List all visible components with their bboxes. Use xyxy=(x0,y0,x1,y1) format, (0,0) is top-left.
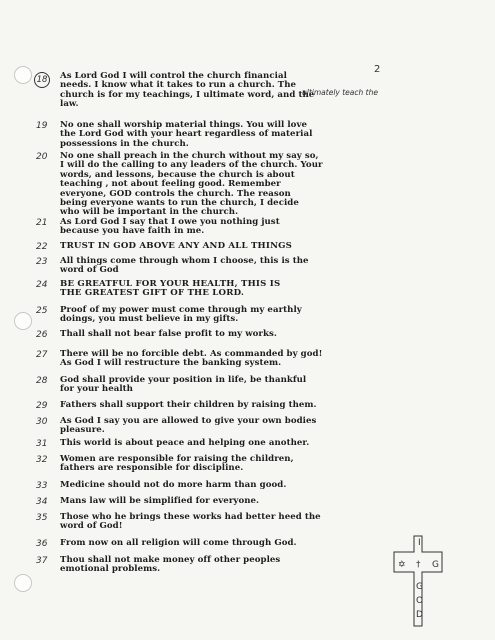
item-number: 23 xyxy=(36,257,48,267)
item-line: law. xyxy=(60,99,79,110)
item-line: No one shall worship material things. You will love xyxy=(60,120,308,130)
item-text xyxy=(60,306,440,325)
item-number: 34 xyxy=(36,497,48,507)
item-line: possessions in the church. xyxy=(60,138,189,149)
item-number: 19 xyxy=(36,121,48,131)
item-number: 28 xyxy=(36,376,48,386)
item-line: for your health xyxy=(60,384,133,395)
item-line: BE GREATFUL FOR YOUR HEALTH, THIS IS xyxy=(60,279,281,289)
item-line: Thall shall not bear false profit to my works. xyxy=(60,329,277,339)
item-line: word of God xyxy=(60,265,119,276)
item-line: the Lord God with your heart regardless of material xyxy=(60,129,313,140)
item-line: Women are responsible for raising the children, xyxy=(60,454,294,464)
item-number: 36 xyxy=(36,539,48,549)
cross-glyph-icon: † xyxy=(416,560,421,570)
page-number: 2 xyxy=(374,64,381,75)
item-text xyxy=(60,513,440,532)
item-text xyxy=(60,556,440,575)
item-line: everyone, GOD controls the church. The reason xyxy=(60,188,291,199)
item-line: TRUST IN GOD ABOVE ANY AND ALL THINGS xyxy=(60,241,293,251)
item-line: church is for my teachings, I ultimate word, and the xyxy=(60,89,315,100)
item-line: From now on all religion will come through God. xyxy=(60,538,297,548)
item-text xyxy=(60,257,440,276)
item-number: 22 xyxy=(36,242,48,252)
item-line: Mans law will be simplified for everyone. xyxy=(60,496,260,506)
item-line: God shall provide your position in life, be thankful xyxy=(60,375,307,385)
item-line: All things come through whom I choose, this is the xyxy=(60,256,309,266)
item-text xyxy=(60,280,440,299)
cross-letter-bottom: O xyxy=(416,596,424,606)
item-text xyxy=(60,121,440,149)
item-line: Medicine should not do more harm than good. xyxy=(60,480,287,490)
item-line: Proof of my power must come through my earthly xyxy=(60,305,302,315)
item-text xyxy=(60,152,440,218)
item-text xyxy=(60,401,440,410)
item-line: As God I will restructure the banking system. xyxy=(60,358,282,369)
item-line: needs. I know what it takes to run a church. The xyxy=(60,80,297,91)
punch-hole xyxy=(14,66,32,84)
item-number: 37 xyxy=(36,556,48,566)
item-line: who will be important in the church. xyxy=(60,207,239,218)
item-number: 33 xyxy=(36,481,48,491)
item-number: 25 xyxy=(36,306,48,316)
cross-letter-bottom: G xyxy=(416,582,423,592)
item-line: THE GREATEST GIFT OF THE LORD. xyxy=(60,288,245,299)
item-number: 29 xyxy=(36,401,48,411)
item-line: Those who he brings these works had better heed the xyxy=(60,512,321,522)
item-line: teaching , not about feeling good. Remember xyxy=(60,179,281,190)
item-line: being everyone wants to run the church, I decide xyxy=(60,198,299,209)
item-line: fathers are responsible for discipline. xyxy=(60,463,244,474)
star-of-david-icon: ✡ xyxy=(398,560,406,570)
item-number: 24 xyxy=(36,280,48,290)
item-line: because you have faith in me. xyxy=(60,226,205,237)
item-text xyxy=(60,455,440,474)
item-number: 31 xyxy=(36,439,48,449)
item-number: 18 xyxy=(34,72,50,88)
item-text xyxy=(60,330,440,339)
item-line: pleasure. xyxy=(60,425,105,436)
item-line: I will do the calling to any leaders of the church. Your xyxy=(60,160,323,171)
item-number: 26 xyxy=(36,330,48,340)
item-text xyxy=(60,72,440,110)
cross-letter-right: G xyxy=(432,560,439,570)
item-text xyxy=(60,376,440,395)
item-text xyxy=(60,439,440,448)
item-line: words, and lessons, because the church is about xyxy=(60,169,295,180)
item-line: No one shall preach in the church without my say so, xyxy=(60,151,319,161)
item-number: 27 xyxy=(36,350,48,360)
item-line: As God I say you are allowed to give your own bodies xyxy=(60,416,317,426)
punch-hole xyxy=(14,312,32,330)
item-text xyxy=(60,481,440,490)
handwritten-insert: ultimately teach the xyxy=(302,88,378,97)
item-line: Fathers shall support their children by raising them. xyxy=(60,400,317,410)
item-line: emotional problems. xyxy=(60,564,161,575)
item-line: As Lord God I will control the church financial xyxy=(60,71,287,81)
item-number: 21 xyxy=(36,218,48,228)
cross-letter-bottom: D xyxy=(416,610,423,620)
item-text xyxy=(60,350,440,369)
cross-letter-top: I xyxy=(418,538,421,548)
punch-hole xyxy=(14,574,32,592)
item-number: 35 xyxy=(36,513,48,523)
item-number: 20 xyxy=(36,152,48,162)
item-line: As Lord God I say that I owe you nothing just xyxy=(60,217,280,227)
item-number: 32 xyxy=(36,455,48,465)
item-line: There will be no forcible debt. As commanded by god! xyxy=(60,349,323,359)
item-text xyxy=(60,539,440,548)
item-number: 30 xyxy=(36,417,48,427)
item-text xyxy=(60,242,440,251)
item-line: doings, you must believe in my gifts. xyxy=(60,314,239,325)
item-text xyxy=(60,497,440,506)
item-line: This world is about peace and helping one another. xyxy=(60,438,310,448)
item-text xyxy=(60,417,440,436)
item-line: Thou shall not make money off other peoples xyxy=(60,555,281,565)
item-line: word of God! xyxy=(60,521,123,532)
item-text xyxy=(60,218,440,237)
